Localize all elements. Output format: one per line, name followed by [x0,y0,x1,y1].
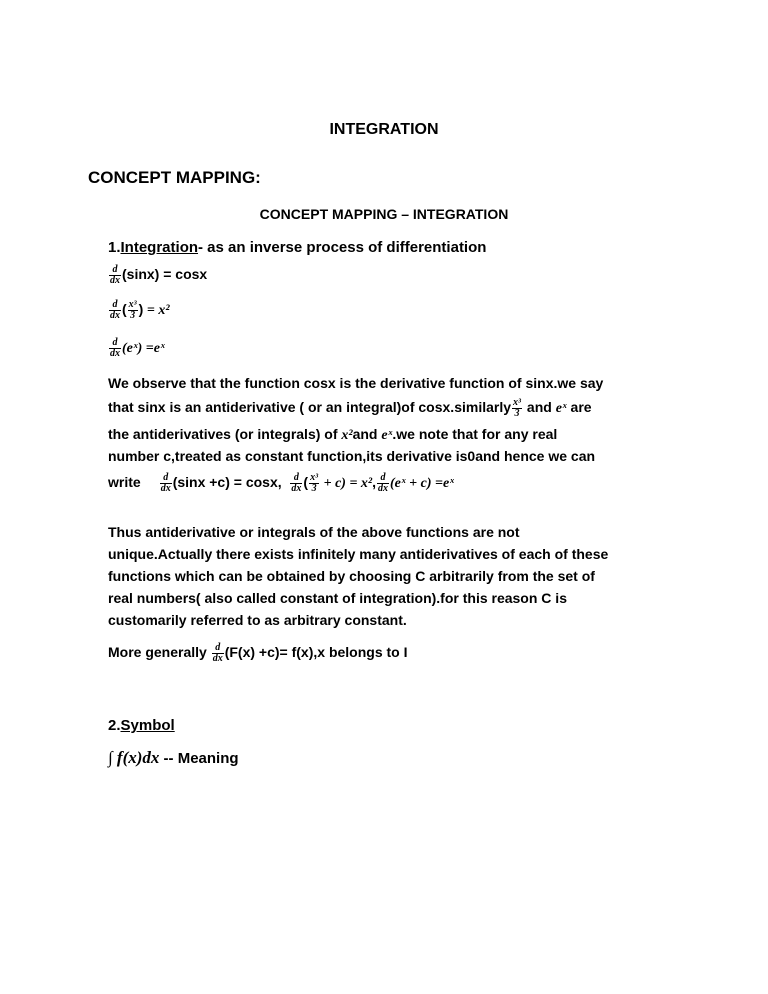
item2-heading: 2.Symbol [108,717,175,734]
equation-x-cubed: $\frac{d}{dx}$ ( $\frac{\text{x³}}{3}$ ) = x² [110,299,170,321]
section-heading: CONCEPT MAPPING: [88,168,261,187]
paragraph-line: number c,treated as constant function,its derivative is0and hence we can [108,448,596,464]
document-title: INTEGRATION [329,121,439,138]
paragraph-line: Thus antiderivative or integrals of the above functions are not [108,524,520,540]
integral-symbol: ∫ f(x)dx [108,748,160,767]
paragraph-line: real numbers( also called constant of integration).for this reason C is [108,590,567,606]
general-statement: More generally $\frac{d}{dx}$ (F(x) +c)= f(x),x belongs to I [108,641,408,664]
fraction: $\frac{\text{x³}}{3}$ [128,299,137,321]
item1-number: 1. [108,239,121,256]
equation-sin: $\frac{d}{dx}$ (sinx) = cosx [110,264,208,286]
paragraph-line: that sinx is an antiderivative ( or an integral)of cosx.similarly $\frac{\text{x³}}{3}$ and eˣ are [108,396,592,419]
item1-heading [108,239,486,256]
derivative-operator: $\frac{d}{dx}$ [110,299,120,321]
paragraph-line-equations: write $\frac{d}{dx}$ (sinx +c) = cosx, $\frac{d}{dx}$ ( $\frac{\text{x³}}{3}$ + c) = x², $\frac{d}{dx}$ (eˣ + c) =eˣ [108,471,454,494]
derivative-operator: $\frac{d}{dx}$ [110,264,120,286]
derivative-operator: $\frac{d}{dx}$ [110,337,120,359]
item1-rest: - as an inverse process of differentiation [198,239,487,256]
symbol-line: ∫ f(x)dx -- Meaning [108,748,239,767]
paragraph-line: customarily referred to as arbitrary constant. [108,612,407,628]
paragraph-line: functions which can be obtained by choosing C arbitrarily from the set of [108,568,595,584]
item1-term: Integration [120,239,199,256]
paragraph-line: the antiderivatives (or integrals) of x²and eˣ.we note that for any real [108,426,558,443]
paragraph-line: We observe that the function cosx is the derivative function of sinx.we say [108,375,604,391]
subheading: CONCEPT MAPPING – INTEGRATION [259,206,509,222]
equation-exp: $\frac{d}{dx}$ (eˣ) =eˣ [110,337,165,359]
paragraph-line: unique.Actually there exists infinitely many antiderivatives of each of these [108,546,609,562]
